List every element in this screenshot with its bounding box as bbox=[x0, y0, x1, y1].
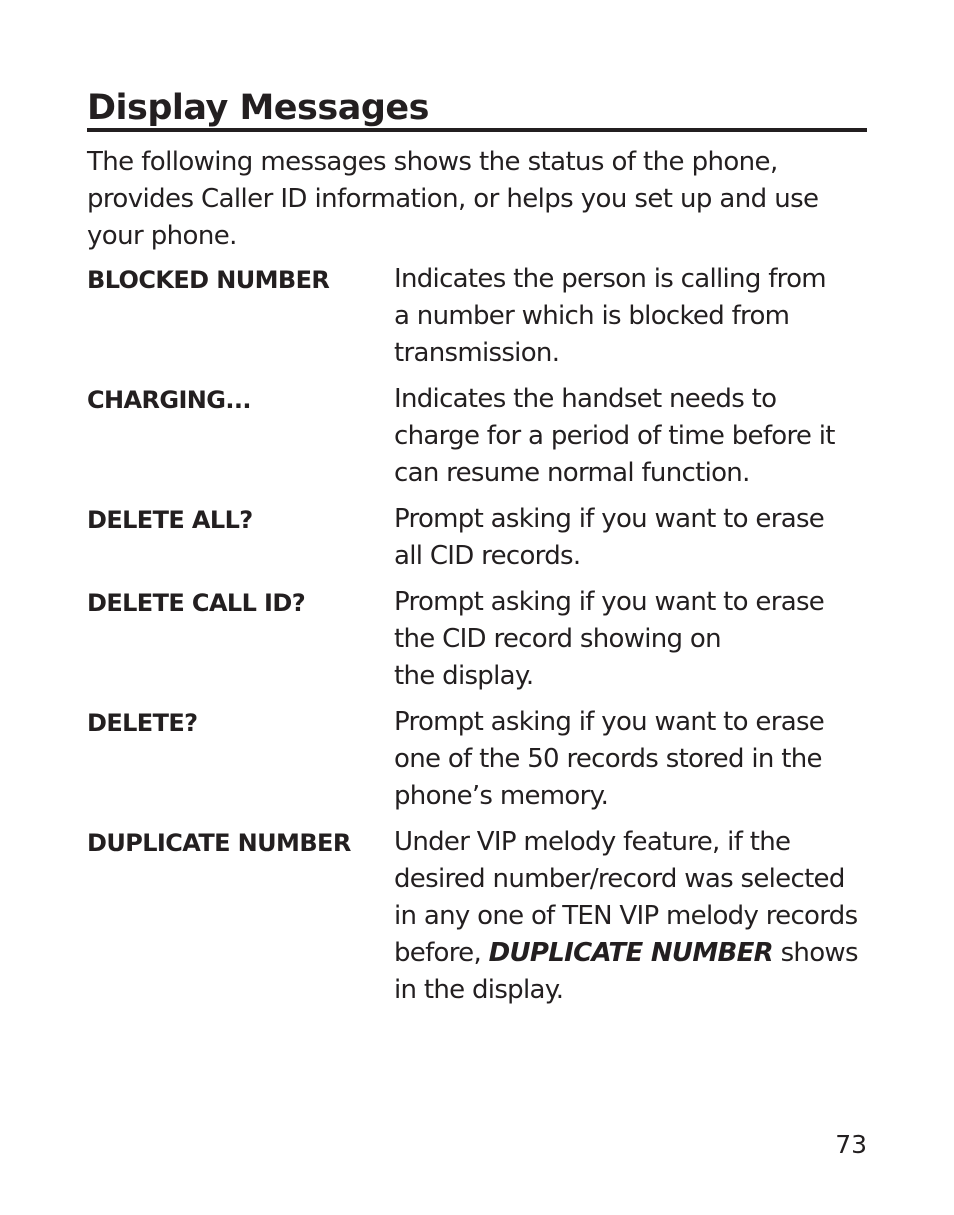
list-item bbox=[87, 584, 867, 695]
description-line: all CID records. bbox=[394, 541, 581, 571]
list-item bbox=[87, 824, 867, 1009]
description-line: transmission. bbox=[394, 338, 560, 368]
title-rule bbox=[87, 82, 867, 132]
description-line: Indicates the person is calling from bbox=[394, 264, 826, 294]
message-description bbox=[394, 824, 866, 1009]
emphasized-term: DUPLICATE NUMBER bbox=[488, 938, 774, 968]
message-description bbox=[394, 381, 866, 492]
description-line: Indicates the handset needs to bbox=[394, 384, 777, 414]
list-item bbox=[87, 261, 867, 372]
description-line: the CID record showing on bbox=[394, 624, 721, 654]
description-line: can resume normal function. bbox=[394, 458, 750, 488]
description-line: desired number/record was selected bbox=[394, 864, 845, 894]
description-text: before, bbox=[394, 938, 489, 968]
list-item bbox=[87, 501, 867, 575]
description-line: charge for a period of time before it bbox=[394, 421, 835, 451]
message-term: DUPLICATE NUMBER bbox=[87, 829, 351, 857]
page-title: Display Messages bbox=[87, 88, 429, 128]
message-description bbox=[394, 501, 866, 575]
message-description bbox=[394, 704, 866, 815]
list-item bbox=[87, 381, 867, 492]
description-line: Prompt asking if you want to erase bbox=[394, 587, 825, 617]
description-text: shows bbox=[773, 938, 858, 968]
page-number: 73 bbox=[835, 1130, 867, 1159]
description-line: one of the 50 records stored in the bbox=[394, 744, 822, 774]
message-term: DELETE ALL? bbox=[87, 506, 253, 534]
intro-paragraph: The following messages shows the status of the phone, provides Caller ID information, or helps you set up and use your phone. bbox=[87, 147, 819, 251]
description-line: the display. bbox=[394, 661, 534, 691]
message-description bbox=[394, 584, 866, 695]
description-line: in any one of TEN VIP melody records bbox=[394, 901, 858, 931]
message-term: DELETE? bbox=[87, 709, 198, 737]
message-term: DELETE CALL ID? bbox=[87, 589, 306, 617]
message-description bbox=[394, 261, 866, 372]
list-item bbox=[87, 704, 867, 815]
page-content bbox=[87, 82, 867, 1018]
description-line bbox=[394, 935, 866, 972]
description-line: Prompt asking if you want to erase bbox=[394, 504, 825, 534]
message-list bbox=[87, 261, 867, 1009]
message-term: BLOCKED NUMBER bbox=[87, 266, 330, 294]
description-line: Prompt asking if you want to erase bbox=[394, 707, 825, 737]
description-line: in the display. bbox=[394, 975, 564, 1005]
message-term: CHARGING... bbox=[87, 386, 251, 414]
description-line: Under VIP melody feature, if the bbox=[394, 827, 791, 857]
description-line: phone’s memory. bbox=[394, 781, 609, 811]
description-line: a number which is blocked from bbox=[394, 301, 790, 331]
